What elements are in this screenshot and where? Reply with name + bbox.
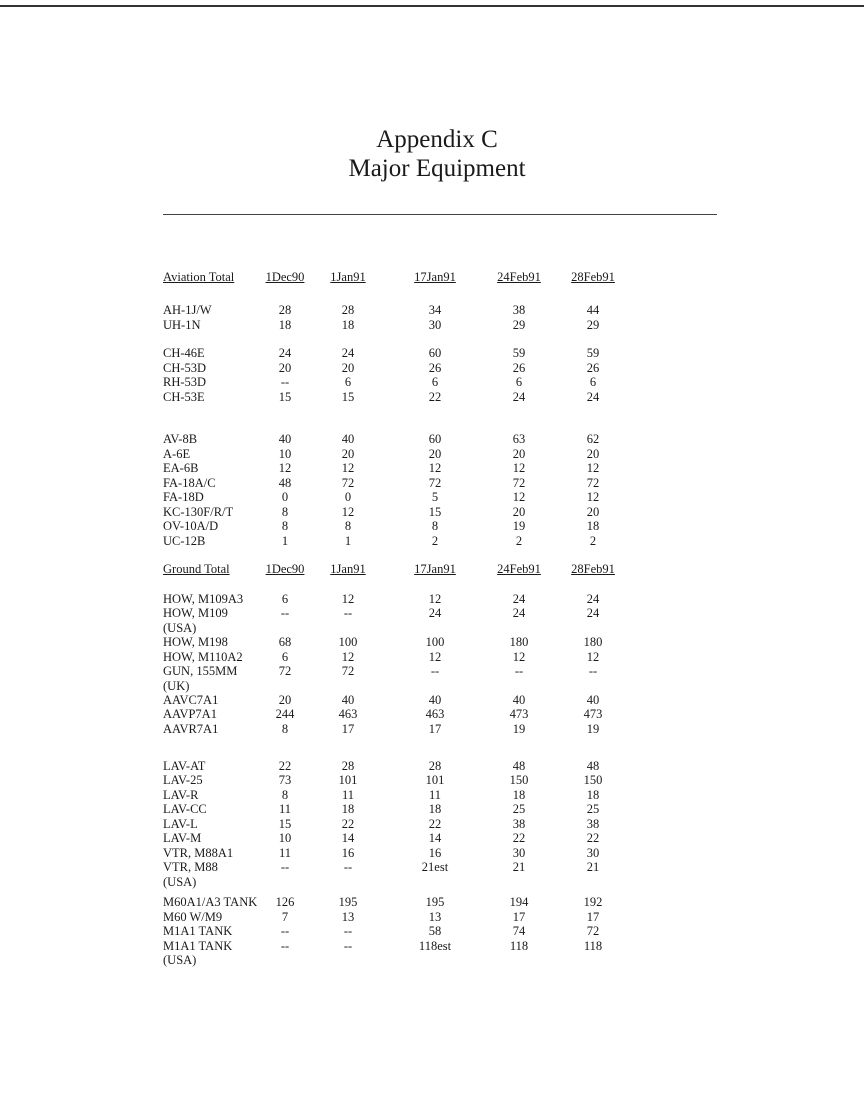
table-row: [0, 679, 864, 694]
quantity-cell: 26: [428, 361, 442, 375]
quantity-cell: 118: [509, 939, 529, 953]
table-row: [0, 635, 864, 650]
quantity-cell: 72: [586, 476, 600, 490]
equipment-label: AAVC7A1: [163, 693, 219, 707]
equipment-label: M60A1/A3 TANK: [163, 895, 258, 909]
quantity-cell: 18: [341, 318, 355, 332]
quantity-cell: 1: [281, 534, 289, 548]
quantity-cell: 150: [509, 773, 529, 787]
equipment-label: LAV-L: [163, 817, 198, 831]
quantity-cell: 38: [512, 303, 526, 317]
quantity-cell: 19: [512, 722, 526, 736]
quantity-cell: 22: [428, 817, 442, 831]
table-row: [0, 788, 864, 803]
section-header-row: [0, 270, 864, 285]
quantity-cell: 10: [278, 831, 292, 845]
table-row: [0, 939, 864, 954]
quantity-cell: 2: [515, 534, 523, 548]
equipment-label: GUN, 155MM: [163, 664, 238, 678]
quantity-cell: 19: [586, 722, 600, 736]
quantity-cell: 22: [341, 817, 355, 831]
quantity-cell: 192: [583, 895, 603, 909]
quantity-cell: 15: [278, 817, 292, 831]
quantity-cell: 12: [278, 461, 292, 475]
quantity-cell: 19: [512, 519, 526, 533]
quantity-cell: 12: [586, 490, 600, 504]
table-row: [0, 722, 864, 737]
quantity-cell: 38: [586, 817, 600, 831]
quantity-cell: --: [280, 375, 290, 389]
quantity-cell: 1: [344, 534, 352, 548]
quantity-cell: 30: [428, 318, 442, 332]
table-row: [0, 461, 864, 476]
quantity-cell: 20: [341, 447, 355, 461]
quantity-cell: 18: [428, 802, 442, 816]
quantity-cell: 48: [586, 759, 600, 773]
table-row: [0, 773, 864, 788]
quantity-cell: 20: [428, 447, 442, 461]
quantity-cell: 11: [278, 802, 292, 816]
table-row: [0, 693, 864, 708]
quantity-cell: 18: [512, 788, 526, 802]
equipment-label: UH-1N: [163, 318, 201, 332]
quantity-cell: 12: [512, 490, 526, 504]
quantity-cell: 24: [586, 390, 600, 404]
section-header-row: [0, 562, 864, 577]
table-row: [0, 606, 864, 621]
quantity-cell: --: [588, 664, 598, 678]
table-row: [0, 664, 864, 679]
quantity-cell: 62: [586, 432, 600, 446]
quantity-cell: 100: [425, 635, 445, 649]
quantity-cell: 11: [341, 788, 355, 802]
quantity-cell: 18: [278, 318, 292, 332]
quantity-cell: 24: [512, 606, 526, 620]
equipment-label: AAVP7A1: [163, 707, 217, 721]
quantity-cell: 12: [428, 650, 442, 664]
quantity-cell: 18: [586, 519, 600, 533]
quantity-cell: 72: [512, 476, 526, 490]
quantity-cell: 8: [281, 788, 289, 802]
quantity-cell: 6: [344, 375, 352, 389]
quantity-cell: 21: [586, 860, 600, 874]
date-column-header: 17Jan91: [414, 562, 456, 576]
equipment-label: (USA): [163, 621, 197, 635]
table-row: [0, 802, 864, 817]
quantity-cell: 16: [341, 846, 355, 860]
quantity-cell: 40: [586, 693, 600, 707]
quantity-cell: 38: [512, 817, 526, 831]
quantity-cell: 150: [583, 773, 603, 787]
table-row: [0, 875, 864, 890]
table-row: [0, 759, 864, 774]
quantity-cell: 24: [428, 606, 442, 620]
quantity-cell: 68: [278, 635, 292, 649]
quantity-cell: 118est: [418, 939, 452, 953]
date-column-header: 1Dec90: [265, 270, 305, 284]
quantity-cell: 40: [341, 693, 355, 707]
quantity-cell: 72: [341, 476, 355, 490]
quantity-cell: 12: [341, 650, 355, 664]
quantity-cell: 26: [586, 361, 600, 375]
equipment-label: CH-53D: [163, 361, 207, 375]
equipment-label: KC-130F/R/T: [163, 505, 234, 519]
quantity-cell: 12: [512, 461, 526, 475]
equipment-label: HOW, M198: [163, 635, 228, 649]
quantity-cell: 24: [512, 592, 526, 606]
quantity-cell: 12: [428, 461, 442, 475]
quantity-cell: 12: [341, 505, 355, 519]
date-column-header: 1Jan91: [330, 562, 366, 576]
quantity-cell: 22: [428, 390, 442, 404]
quantity-cell: --: [343, 860, 353, 874]
quantity-cell: 15: [341, 390, 355, 404]
quantity-cell: 6: [281, 650, 289, 664]
quantity-cell: 26: [512, 361, 526, 375]
quantity-cell: 20: [512, 447, 526, 461]
quantity-cell: 72: [586, 924, 600, 938]
quantity-cell: 12: [341, 592, 355, 606]
quantity-cell: --: [280, 860, 290, 874]
date-column-header: 17Jan91: [414, 270, 456, 284]
quantity-cell: 195: [425, 895, 445, 909]
quantity-cell: 463: [338, 707, 358, 721]
quantity-cell: 194: [509, 895, 529, 909]
equipment-label: LAV-R: [163, 788, 199, 802]
equipment-label: HOW, M109: [163, 606, 228, 620]
quantity-cell: 48: [278, 476, 292, 490]
equipment-label: VTR, M88: [163, 860, 218, 874]
quantity-cell: 28: [278, 303, 292, 317]
equipment-label: LAV-M: [163, 831, 202, 845]
quantity-cell: 29: [586, 318, 600, 332]
quantity-cell: 5: [431, 490, 439, 504]
quantity-cell: 22: [586, 831, 600, 845]
table-row: [0, 924, 864, 939]
quantity-cell: --: [343, 924, 353, 938]
table-row: [0, 490, 864, 505]
table-row: [0, 895, 864, 910]
quantity-cell: 2: [589, 534, 597, 548]
quantity-cell: 20: [586, 505, 600, 519]
table-row: [0, 534, 864, 549]
quantity-cell: --: [280, 924, 290, 938]
quantity-cell: 24: [512, 390, 526, 404]
table-row: [0, 707, 864, 722]
page-title: Appendix C: [376, 126, 498, 153]
quantity-cell: 12: [428, 592, 442, 606]
equipment-label: EA-6B: [163, 461, 199, 475]
equipment-label: M1A1 TANK: [163, 939, 233, 953]
date-column-header: 28Feb91: [571, 562, 615, 576]
quantity-cell: --: [514, 664, 524, 678]
quantity-cell: 17: [512, 910, 526, 924]
table-row: [0, 592, 864, 607]
quantity-cell: 180: [509, 635, 529, 649]
quantity-cell: 20: [278, 361, 292, 375]
quantity-cell: 11: [428, 788, 442, 802]
quantity-cell: 195: [338, 895, 358, 909]
equipment-label: HOW, M109A3: [163, 592, 244, 606]
table-row: [0, 910, 864, 925]
quantity-cell: 13: [341, 910, 355, 924]
quantity-cell: 17: [586, 910, 600, 924]
quantity-cell: 24: [278, 346, 292, 360]
quantity-cell: 8: [281, 722, 289, 736]
quantity-cell: 40: [512, 693, 526, 707]
equipment-label: FA-18A/C: [163, 476, 216, 490]
date-column-header: 1Dec90: [265, 562, 305, 576]
quantity-cell: 72: [278, 664, 292, 678]
equipment-label: RH-53D: [163, 375, 207, 389]
quantity-cell: 0: [344, 490, 352, 504]
quantity-cell: 40: [278, 432, 292, 446]
date-column-header: 24Feb91: [497, 562, 541, 576]
quantity-cell: 24: [586, 592, 600, 606]
section-title: Aviation Total: [163, 270, 235, 284]
quantity-cell: 30: [586, 846, 600, 860]
quantity-cell: 59: [586, 346, 600, 360]
table-row: [0, 346, 864, 361]
equipment-label: CH-53E: [163, 390, 205, 404]
quantity-cell: 100: [338, 635, 358, 649]
quantity-cell: 6: [515, 375, 523, 389]
quantity-cell: 59: [512, 346, 526, 360]
table-row: [0, 505, 864, 520]
quantity-cell: 28: [341, 303, 355, 317]
quantity-cell: 8: [281, 519, 289, 533]
quantity-cell: 24: [341, 346, 355, 360]
quantity-cell: 15: [278, 390, 292, 404]
table-row: [0, 519, 864, 534]
page-subtitle: Major Equipment: [348, 155, 526, 182]
equipment-label: (USA): [163, 953, 197, 967]
equipment-label: (USA): [163, 875, 197, 889]
quantity-cell: 463: [425, 707, 445, 721]
table-row: [0, 361, 864, 376]
table-row: [0, 831, 864, 846]
quantity-cell: 28: [341, 759, 355, 773]
equipment-label: CH-46E: [163, 346, 205, 360]
quantity-cell: 7: [281, 910, 289, 924]
quantity-cell: 101: [425, 773, 445, 787]
date-column-header: 28Feb91: [571, 270, 615, 284]
equipment-label: AV-8B: [163, 432, 198, 446]
table-row: [0, 318, 864, 333]
quantity-cell: --: [280, 606, 290, 620]
date-column-header: 1Jan91: [330, 270, 366, 284]
table-row: [0, 650, 864, 665]
quantity-cell: 20: [278, 693, 292, 707]
equipment-label: LAV-AT: [163, 759, 206, 773]
quantity-cell: 118: [583, 939, 603, 953]
quantity-cell: 58: [428, 924, 442, 938]
quantity-cell: --: [280, 939, 290, 953]
quantity-cell: 12: [586, 461, 600, 475]
quantity-cell: 244: [275, 707, 295, 721]
quantity-cell: 40: [341, 432, 355, 446]
quantity-cell: 473: [509, 707, 529, 721]
quantity-cell: 20: [586, 447, 600, 461]
quantity-cell: 72: [428, 476, 442, 490]
date-column-header: 24Feb91: [497, 270, 541, 284]
quantity-cell: 63: [512, 432, 526, 446]
table-row: [0, 953, 864, 968]
table-row: [0, 846, 864, 861]
quantity-cell: 101: [338, 773, 358, 787]
quantity-cell: 180: [583, 635, 603, 649]
quantity-cell: 8: [431, 519, 439, 533]
quantity-cell: 44: [586, 303, 600, 317]
quantity-cell: 34: [428, 303, 442, 317]
quantity-cell: --: [343, 606, 353, 620]
equipment-label: A-6E: [163, 447, 191, 461]
equipment-label: (UK): [163, 679, 190, 693]
table-row: [0, 860, 864, 875]
quantity-cell: 16: [428, 846, 442, 860]
quantity-cell: 473: [583, 707, 603, 721]
quantity-cell: 126: [275, 895, 295, 909]
quantity-cell: 40: [428, 693, 442, 707]
table-row: [0, 447, 864, 462]
quantity-cell: 12: [512, 650, 526, 664]
equipment-label: OV-10A/D: [163, 519, 219, 533]
quantity-cell: 22: [512, 831, 526, 845]
quantity-cell: 6: [281, 592, 289, 606]
quantity-cell: 22: [278, 759, 292, 773]
quantity-cell: 21: [512, 860, 526, 874]
table-row: [0, 390, 864, 405]
quantity-cell: 48: [512, 759, 526, 773]
table-row: [0, 375, 864, 390]
quantity-cell: 18: [586, 788, 600, 802]
quantity-cell: 74: [512, 924, 526, 938]
equipment-label: VTR, M88A1: [163, 846, 234, 860]
quantity-cell: 14: [341, 831, 355, 845]
quantity-cell: 24: [586, 606, 600, 620]
quantity-cell: 25: [512, 802, 526, 816]
equipment-label: HOW, M110A2: [163, 650, 243, 664]
quantity-cell: 2: [431, 534, 439, 548]
equipment-label: FA-18D: [163, 490, 204, 504]
equipment-label: UC-12B: [163, 534, 206, 548]
quantity-cell: 60: [428, 432, 442, 446]
quantity-cell: 17: [341, 722, 355, 736]
quantity-cell: --: [430, 664, 440, 678]
quantity-cell: 28: [428, 759, 442, 773]
quantity-cell: 60: [428, 346, 442, 360]
quantity-cell: 0: [281, 490, 289, 504]
quantity-cell: 13: [428, 910, 442, 924]
table-row: [0, 476, 864, 491]
quantity-cell: 8: [344, 519, 352, 533]
quantity-cell: 73: [278, 773, 292, 787]
quantity-cell: 20: [512, 505, 526, 519]
quantity-cell: 18: [341, 802, 355, 816]
quantity-cell: 10: [278, 447, 292, 461]
quantity-cell: 29: [512, 318, 526, 332]
quantity-cell: 17: [428, 722, 442, 736]
quantity-cell: 72: [341, 664, 355, 678]
equipment-label: M1A1 TANK: [163, 924, 233, 938]
quantity-cell: 15: [428, 505, 442, 519]
quantity-cell: 12: [341, 461, 355, 475]
quantity-cell: 25: [586, 802, 600, 816]
quantity-cell: 14: [428, 831, 442, 845]
quantity-cell: 6: [589, 375, 597, 389]
quantity-cell: 6: [431, 375, 439, 389]
table-row: [0, 303, 864, 318]
quantity-cell: 11: [278, 846, 292, 860]
table-row: [0, 432, 864, 447]
equipment-label: M60 W/M9: [163, 910, 223, 924]
table-row: [0, 817, 864, 832]
table-row: [0, 621, 864, 636]
section-title: Ground Total: [163, 562, 230, 576]
quantity-cell: 21est: [421, 860, 449, 874]
equipment-label: AH-1J/W: [163, 303, 212, 317]
quantity-cell: 20: [341, 361, 355, 375]
equipment-label: LAV-25: [163, 773, 203, 787]
quantity-cell: 12: [586, 650, 600, 664]
equipment-label: AAVR7A1: [163, 722, 219, 736]
quantity-cell: --: [343, 939, 353, 953]
quantity-cell: 30: [512, 846, 526, 860]
quantity-cell: 8: [281, 505, 289, 519]
equipment-label: LAV-CC: [163, 802, 207, 816]
